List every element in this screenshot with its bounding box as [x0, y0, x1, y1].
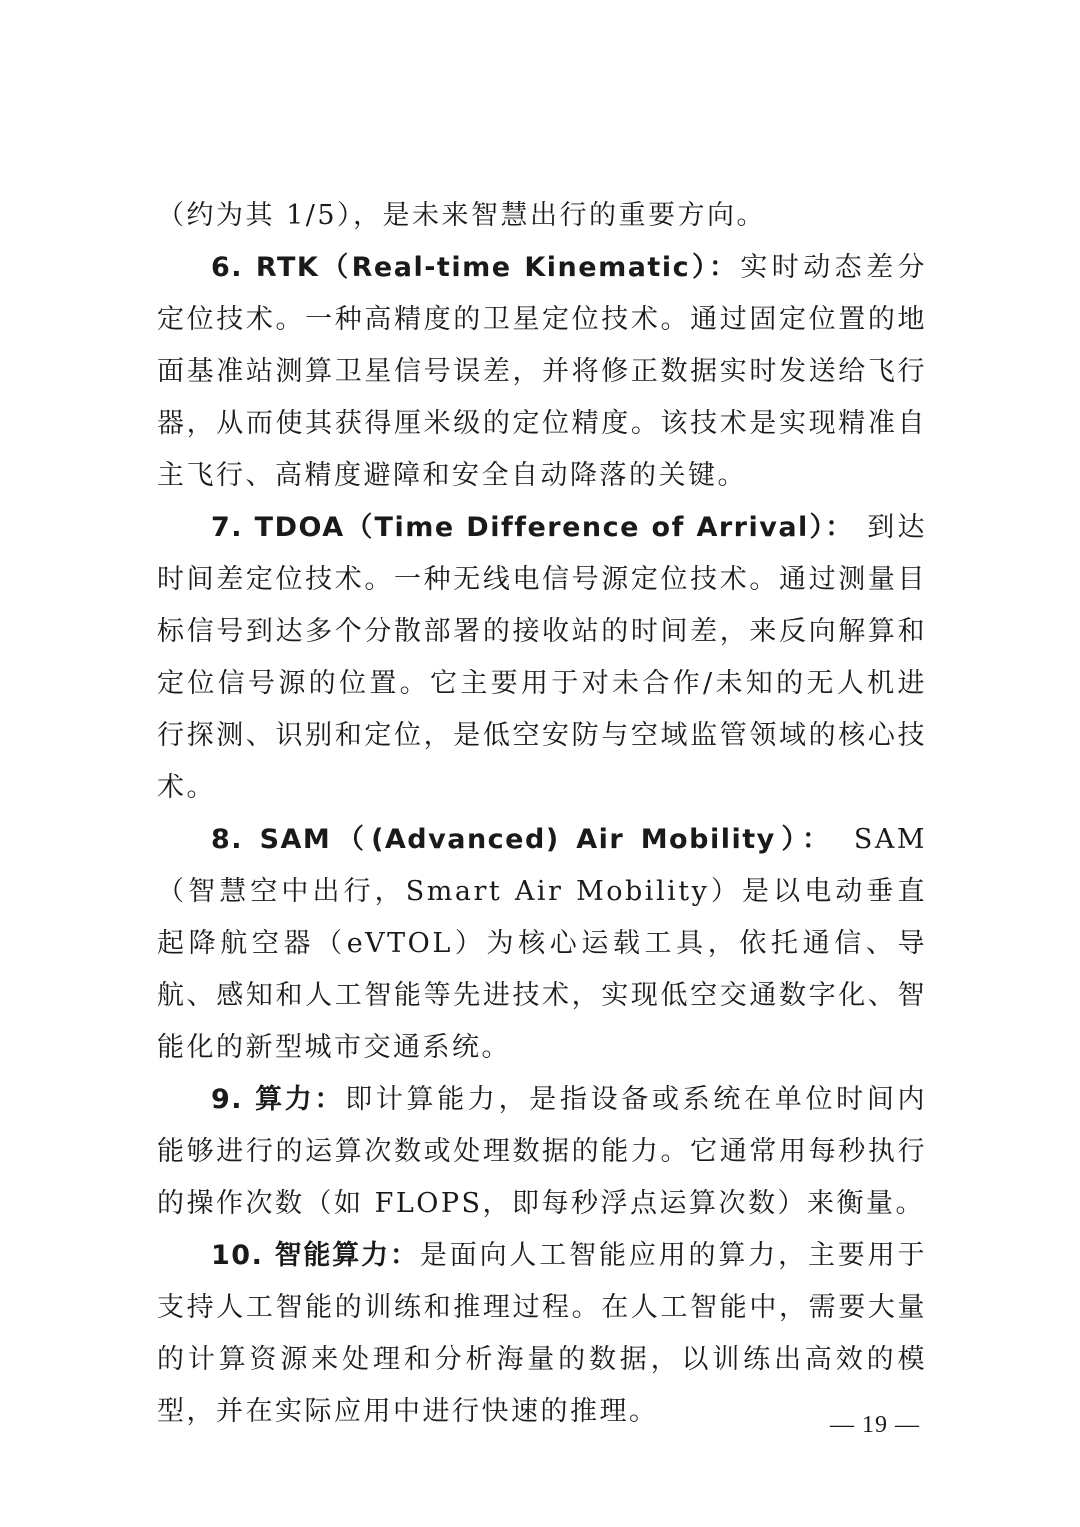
term-definition: 即计算能力，是指设备或系统在单位时间内能够进行的运算次数或处理数据的能力。它通常用每秒执行的操作次数（如 FLOPS，即每秒浮点运算次数）来衡量。	[157, 1084, 927, 1219]
term-paragraph-sam	[157, 814, 927, 1074]
term-separator: ：	[390, 1240, 420, 1271]
term-definition: 实时动态差分定位技术。一种高精度的卫星定位技术。通过固定位置的地面基准站测算卫星信号误差，并将修正数据实时发送给飞行器，从而使其获得厘米级的定位精度。该技术是实现精准自主飞行、高精度避障和安全自动降落的关键。	[157, 252, 928, 491]
term-heading: 8. SAM（(Advanced) Air Mobility）	[211, 824, 802, 855]
page-body	[157, 190, 927, 1438]
term-heading: 10. 智能算力	[211, 1240, 390, 1271]
term-paragraph-rtk	[157, 242, 927, 502]
term-heading: 9. 算力	[211, 1084, 315, 1115]
term-definition: SAM（智慧空中出行，Smart Air Mobility）是以电动垂直起降航空器（eVTOL）为核心运载工具，依托通信、导航、感知和人工智能等先进技术，实现低空交通数字化、智能化的新型城市交通系统。	[157, 824, 927, 1063]
continuation-paragraph	[157, 190, 927, 242]
term-definition: 到达时间差定位技术。一种无线电信号源定位技术。通过测量目标信号到达多个分散部署的接收站的时间差，来反向解算和定位信号源的位置。它主要用于对未合作/未知的无人机进行探测、识别和定位，是低空安防与空域监管领域的核心技术。	[157, 512, 927, 803]
term-paragraph-intelligent-computing	[157, 1230, 927, 1438]
term-heading: 6. RTK（Real-time Kinematic）	[211, 252, 709, 283]
term-separator: ：	[708, 252, 741, 283]
page-number: — 19 —	[830, 1412, 920, 1438]
term-separator: ：	[314, 1084, 346, 1115]
term-separator: ：	[825, 512, 856, 543]
term-definition: 是面向人工智能应用的算力，主要用于支持人工智能的训练和推理过程。在人工智能中，需要大量的计算资源来处理和分析海量的数据，以训练出高效的模型，并在实际应用中进行快速的推理。	[157, 1240, 928, 1427]
term-paragraph-computing-power	[157, 1074, 927, 1230]
term-separator: ：	[801, 824, 838, 855]
term-paragraph-tdoa	[157, 502, 927, 814]
paragraph-body: （约为其 1/5），是未来智慧出行的重要方向。	[157, 200, 767, 231]
term-heading: 7. TDOA（Time Difference of Arrival）	[211, 512, 826, 543]
